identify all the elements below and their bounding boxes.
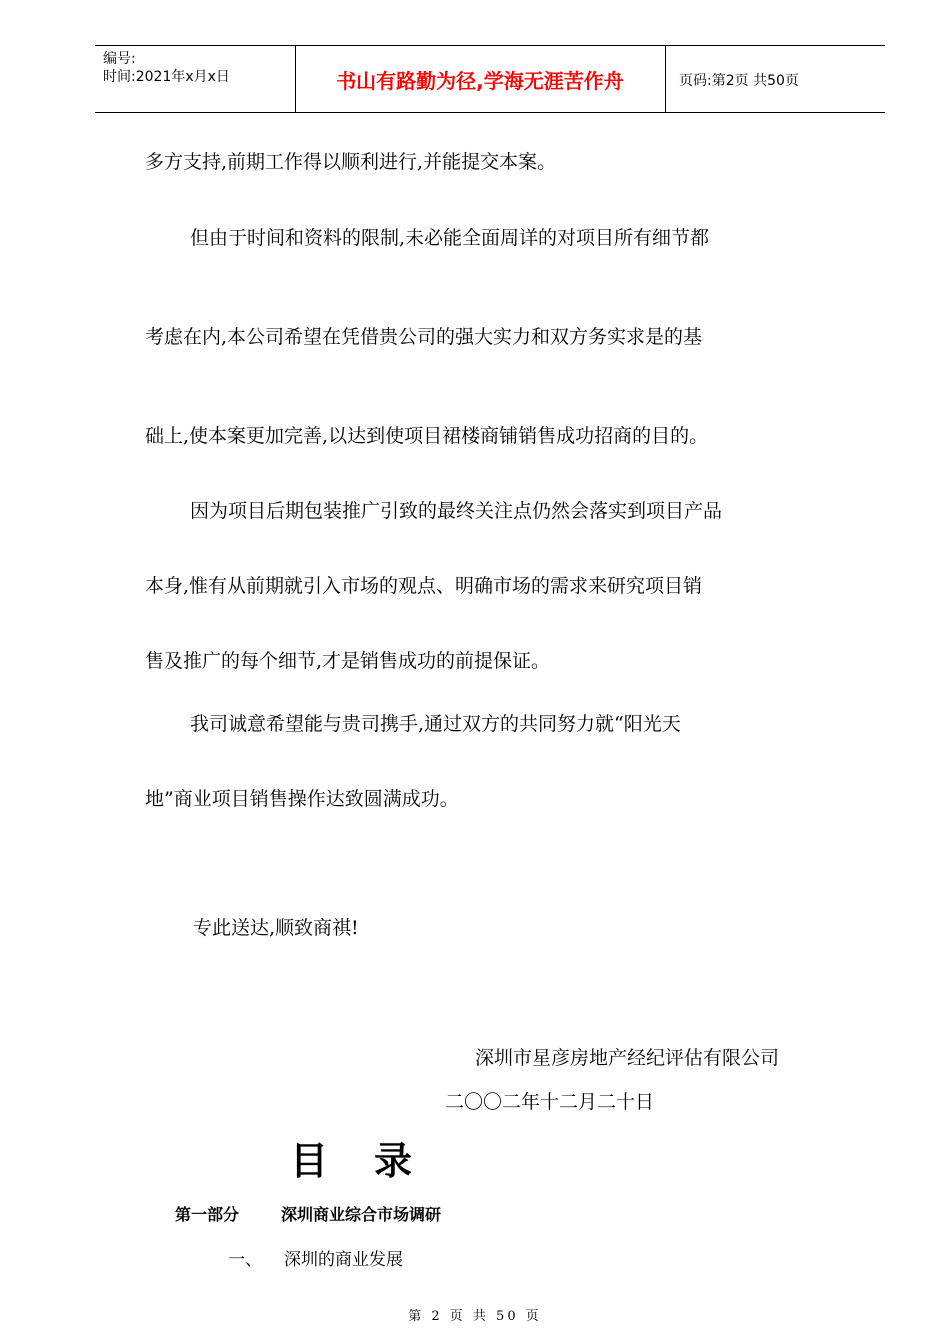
toc-part (175, 1202, 441, 1225)
toc-part-label: 第一部分 (175, 1205, 240, 1224)
toc-item-number: 一、 (228, 1250, 262, 1270)
body-line: 因为项目后期包装推广引致的最终关注点仍然会落实到项目产品 (190, 500, 723, 522)
signature-date: 二〇〇二年十二月二十日 (445, 1091, 655, 1113)
page-footer: 第 2 页 共 50 页 (408, 1309, 542, 1324)
body-line: 售及推广的每个细节,才是销售成功的前提保证。 (145, 650, 551, 672)
body-line: 地”商业项目销售操作达致圆满成功。 (145, 788, 459, 810)
document-date-label: 时间:2021年x月x日 (103, 69, 230, 85)
body-line: 多方支持,前期工作得以顺利进行,并能提交本案。 (145, 151, 557, 173)
toc-part-title: 深圳商业综合市场调研 (281, 1205, 442, 1224)
document-number-label: 编号: (103, 51, 136, 67)
toc-item-title: 深圳的商业发展 (284, 1250, 403, 1270)
body-line: 我司诚意希望能与贵司携手,通过双方的共同努力就“阳光天 (190, 713, 681, 735)
page-header (95, 45, 885, 113)
closing-line: 专此送达,顺致商祺! (193, 917, 359, 939)
header-motto: 书山有路勤为径,学海无涯苦作舟 (336, 68, 624, 93)
company-signature: 深圳市星彦房地产经纪评估有限公司 (475, 1047, 780, 1069)
header-left (103, 50, 230, 86)
toc-title: 目录 (290, 1139, 459, 1183)
header-page-number: 页码:第2页 共50页 (679, 73, 799, 89)
header-divider (665, 46, 666, 112)
body-line: 考虑在内,本公司希望在凭借贵公司的强大实力和双方务实求是的基 (145, 326, 703, 348)
body-line: 但由于时间和资料的限制,未必能全面周详的对项目所有细节都 (190, 227, 710, 249)
toc-item (228, 1245, 403, 1270)
body-line: 础上,使本案更加完善,以达到使项目裙楼商铺销售成功招商的目的。 (145, 425, 709, 447)
body-line: 本身,惟有从前期就引入市场的观点、明确市场的需求来研究项目销 (145, 575, 703, 597)
